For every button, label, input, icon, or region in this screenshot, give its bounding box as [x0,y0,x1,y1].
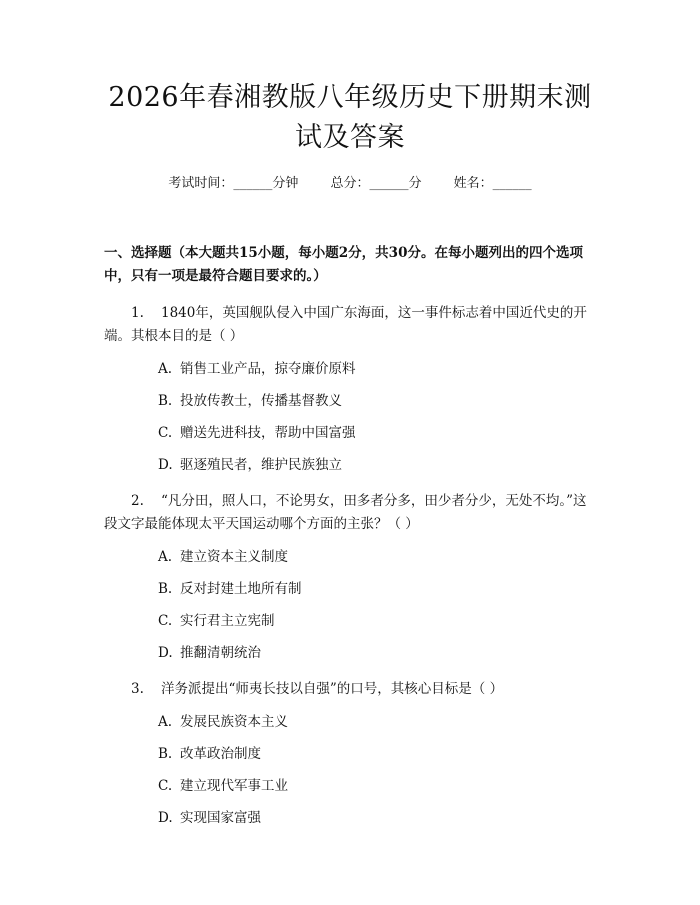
option-letter: A. [158,549,173,565]
option-letter: B. [158,581,173,597]
option-text: 实行君主立宪制 [180,613,275,629]
option-text: 销售工业产品，掠夺廉价原料 [180,361,356,377]
question-3 [104,678,596,701]
question-1-option-d [104,454,596,476]
question-1-option-b [104,390,596,412]
student-name-field: 姓名：______ [453,176,532,191]
option-text: 建立现代军事工业 [180,778,288,794]
question-3-option-b [104,743,596,765]
exam-time-field: 考试时间：______分钟 [168,176,299,191]
option-text: 驱逐殖民者，维护民族独立 [180,457,342,473]
option-letter: C. [158,425,173,441]
option-letter: A. [158,714,173,730]
question-number: 1. [131,305,144,321]
option-text: 赠送先进科技，帮助中国富强 [180,425,356,441]
option-text: 发展民族资本主义 [180,714,288,730]
question-text: 1840年，英国舰队侵入中国广东海面，这一事件标志着中国近代史的开端。其根本目的是（ ） [104,305,587,344]
option-letter: D. [158,810,173,826]
option-letter: B. [158,393,173,409]
option-letter: C. [158,613,173,629]
option-text: 改革政治制度 [180,746,261,762]
option-text: 反对封建土地所有制 [180,581,302,597]
option-text: 建立资本主义制度 [180,549,288,565]
question-2-option-a [104,546,596,568]
question-1-option-c [104,422,596,444]
question-2-option-b [104,578,596,600]
option-letter: D. [158,457,173,473]
question-1-option-a [104,358,596,380]
exam-meta [104,174,596,194]
question-3-option-c [104,775,596,797]
option-text: 实现国家富强 [180,810,261,826]
question-3-option-a [104,711,596,733]
option-text: 推翻清朝统治 [180,645,261,661]
question-2 [104,490,596,536]
question-1 [104,302,596,348]
section-heading: 一、选择题（本大题共15小题，每小题2分，共30分。在每小题列出的四个选项中，只有一项是最符合题目要求的。） [104,245,583,284]
page-title: 2026年春湘教版八年级历史下册期末测试及答案 [108,82,592,153]
option-letter: A. [158,361,173,377]
question-number: 2. [131,493,144,509]
question-number: 3. [131,681,144,697]
question-2-option-c [104,610,596,632]
option-letter: D. [158,645,173,661]
question-text: 洋务派提出“师夷长技以自强”的口号，其核心目标是（ ） [161,681,504,697]
question-text: “凡分田，照人口，不论男女，田多者分多，田少者分少，无处不均。”这段文字最能体现太平天国运动哪个方面的主张？（ ） [104,493,587,532]
question-2-option-d [104,642,596,664]
option-letter: C. [158,778,173,794]
option-text: 投放传教士，传播基督教义 [180,393,342,409]
total-score-field: 总分：______分 [330,176,422,191]
option-letter: B. [158,746,173,762]
question-3-option-d [104,807,596,829]
